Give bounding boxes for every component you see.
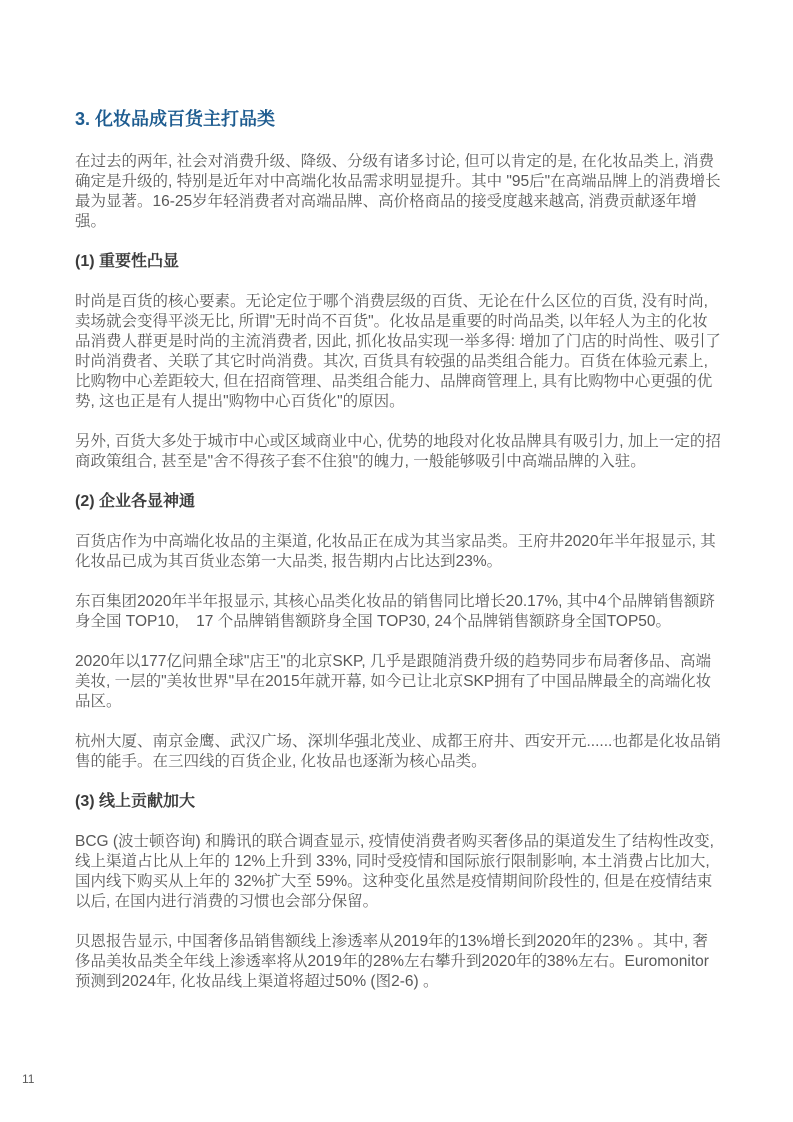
section-title: 3. 化妆品成百货主打品类 bbox=[75, 109, 276, 129]
paragraph-enterprise-3: 2020年以177亿问鼎全球"店王"的北京SKP, 几乎是跟随消费升级的趋势同步布局奢侈品、高端美妆, 一层的"美妆世界"早在2015年就开幕, 如今已让北京SKP拥有了中国品牌最全的高端化妆品区。 bbox=[75, 653, 712, 710]
subsection-title-2: (2) 企业各显神通 bbox=[75, 493, 196, 510]
paragraph-enterprise-4: 杭州大厦、南京金鹰、武汉广场、深圳华强北茂业、成都王府井、西安开元......也都是化妆品销售的能手。在三四线的百货企业, 化妆品也逐渐为核心品类。 bbox=[75, 733, 721, 770]
paragraph-enterprise-2: 东百集团2020年半年报显示, 其核心品类化妆品的销售同比增长20.17%, 其中4个品牌销售额跻身全国 TOP10, 17 个品牌销售额跻身全国 TOP30, 24个品牌销售额跻身全国TOP50。 bbox=[75, 593, 715, 630]
document-content bbox=[75, 107, 721, 1012]
paragraph-enterprise-1: 百货店作为中高端化妆品的主渠道, 化妆品正在成为其当家品类。王府井2020年半年报显示, 其化妆品已成为其百货业态第一大品类, 报告期内占比达到23%。 bbox=[75, 533, 716, 570]
page-number: 11 bbox=[22, 1072, 35, 1086]
paragraph-importance-2: 另外, 百货大多处于城市中心或区域商业中心, 优势的地段对化妆品牌具有吸引力, 加上一定的招商政策组合, 甚至是"舍不得孩子套不住狼"的魄力, 一般能够吸引中高端品牌的入驻。 bbox=[75, 433, 721, 470]
paragraph-importance-1: 时尚是百货的核心要素。无论定位于哪个消费层级的百货、无论在什么区位的百货, 没有时尚, 卖场就会变得平淡无比, 所谓"无时尚不百货"。化妆品是重要的时尚品类, 以年轻人为主的化妆品消费人群更是时尚的主流消费者, 因此, 抓化妆品实现一举多得: 增加了门店的时尚性、吸引了时尚消费者、关联了其它时尚消费。其次, 百货具有较强的品类组合能力。百货在体验元素上, 比购物中心差距较大, 但在招商管理、品类组合能力、品牌商管理上, 具有比购物中心更强的优势, 这也正是有人提出"购物中心百货化"的原因。 bbox=[75, 293, 721, 410]
paragraph-intro: 在过去的两年, 社会对消费升级、降级、分级有诸多讨论, 但可以肯定的是, 在化妆品类上, 消费确定是升级的, 特别是近年对中高端化妆品需求明显提升。其中 "95后"在高端品牌上的消费增长最为显著。16-25岁年轻消费者对高端品牌、高价格商品的接受度越来越高, 消费贡献逐年增强。 bbox=[75, 153, 721, 230]
subsection-title-1: (1) 重要性凸显 bbox=[75, 253, 180, 270]
paragraph-online-1: BCG (波士顿咨询) 和腾讯的联合调查显示, 疫情使消费者购买奢侈品的渠道发生了结构性改变, 线上渠道占比从上年的 12%上升到 33%, 同时受疫情和国际旅行限制影响, 本土消费占比加大, 国内线下购买从上年的 32%扩大至 59%。这种变化虽然是疫情期间阶段性的, 但是在疫情结束以后, 在国内进行消费的习惯也会部分保留。 bbox=[75, 833, 719, 910]
subsection-title-3: (3) 线上贡献加大 bbox=[75, 793, 196, 810]
paragraph-online-2: 贝恩报告显示, 中国奢侈品销售额线上渗透率从2019年的13%增长到2020年的23% 。其中, 奢侈品美妆品类全年线上渗透率将从2019年的28%左右攀升到2020年的38%左右。Euromonitor预测到2024年, 化妆品线上渠道将超过50% (图2-6) 。 bbox=[75, 933, 709, 990]
